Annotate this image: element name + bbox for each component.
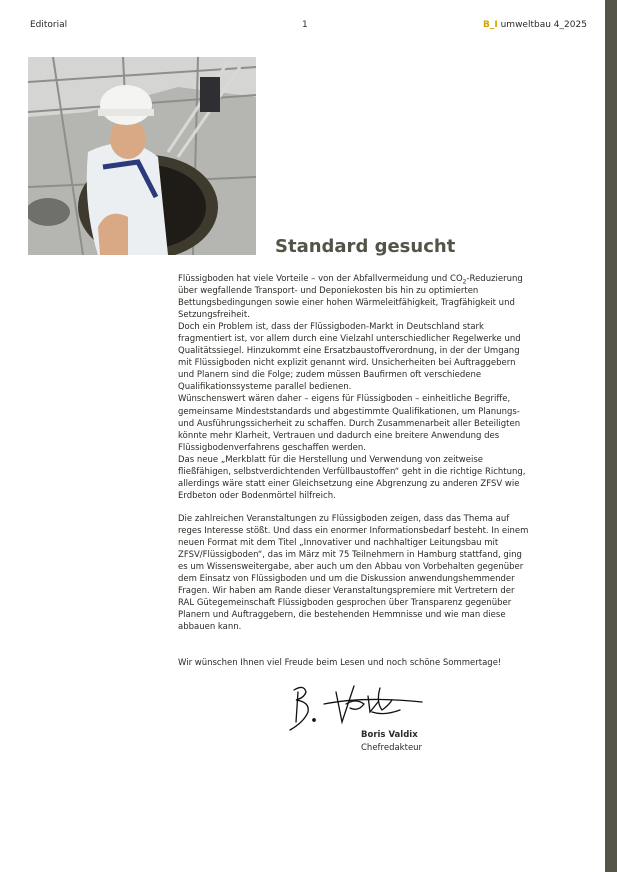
- paragraph: Die zahlreichen Veranstaltungen zu Flüssigboden zeigen, dass das Thema auf reges Interesse stößt. Und dass ein enormer Informationsbedarf besteht. In einem neuen Format mit dem Titel „Innovativer und nachhaltiger Leitungsbau mit ZFSV/Flüssigboden“, das im März mit 75 Teilnehmern in Hamburg stattfand, ging es um Wissensweitergabe, aber auch um den Abbau von Vorbehalten gegenüber dem Einsatz von Flüssigboden und um die Diskussion anwendungshemmender Fragen. Wir haben am Rande dieser Veranstaltungspremiere mit Vertretern der RAL Gütegemeinschaft Flüssigboden gesprochen über Transparenz gegenüber Planern und Auftraggebern, die bestehenden Hemmnisse und wie man diese abbauen kann.: [178, 513, 529, 633]
- manhole-photo-image: [28, 57, 256, 255]
- author-photo: [28, 57, 256, 255]
- brand-logo: B_I: [483, 20, 498, 30]
- paragraph: Doch ein Problem ist, dass der Flüssigboden-Markt in Deutschland stark fragmentiert ist, vor allem durch eine Vielzahl unterschiedlicher Regelwerke und Qualitätssiegel. Hinzukommt eine Ersatzbaustoffverordnung, in der der Umgang mit Flüssigboden nicht explizit genannt wird. Unsicherheiten bei Auftraggebern und Planern sind die Folge; zudem müssen Baufirmen oft verschiedene Qualifikationssysteme parallel bedienen.: [178, 322, 521, 393]
- publication-label: [483, 20, 587, 30]
- paragraph: Das neue „Merkblatt für die Herstellung und Verwendung von zeitweise fließfähigen, selbstverdichtenden Verfüllbaustoffen“ geht in die richtige Richtung, allerdings wäre statt einer Gleichsetzung eine Abgrenzung zu anderen ZFSV wie Erdbeton oder Bodenmörtel hilfreich.: [178, 454, 526, 501]
- article-title: Standard gesucht: [275, 236, 456, 257]
- page-number: 1: [302, 20, 308, 30]
- publication-issue: umweltbau 4_2025: [500, 20, 587, 30]
- paragraph: Wünschenswert wären daher – eigens für Flüssigboden – einheitliche Begriffe, gemeinsame Mindeststandards und abgestimmte Qualifikationen, um Planungs- und Ausführungssicherheit zu schaffen. Durch Zusammenarbeit aller Beteiligten könnte mehr Klarheit, Vertrauen und dadurch eine breitere Anwendung des Flüssigbodenverfahrens geschaffen werden.: [178, 394, 521, 453]
- paragraph: Flüssigboden hat viele Vorteile – von der Abfallvermeidung und $CO_2$-Reduzierung über wegfallende Transport- und Deponiekosten bis hin zu optimierten Bettungsbedingungen sowie einer hohen Wärmeleitfähigkeit, Tragfähigkeit und Setzungsfreiheit.: [178, 274, 523, 321]
- article-body: [178, 273, 530, 669]
- handwritten-signature: [284, 682, 424, 732]
- page-edge-bar: [605, 0, 617, 872]
- section-label: Editorial: [30, 20, 68, 30]
- closing-line: Wir wünschen Ihnen viel Freude beim Lesen und noch schöne Sommertage!: [178, 658, 502, 669]
- author-name: Boris Valdix: [361, 730, 418, 740]
- author-role: Chefredakteur: [361, 743, 423, 753]
